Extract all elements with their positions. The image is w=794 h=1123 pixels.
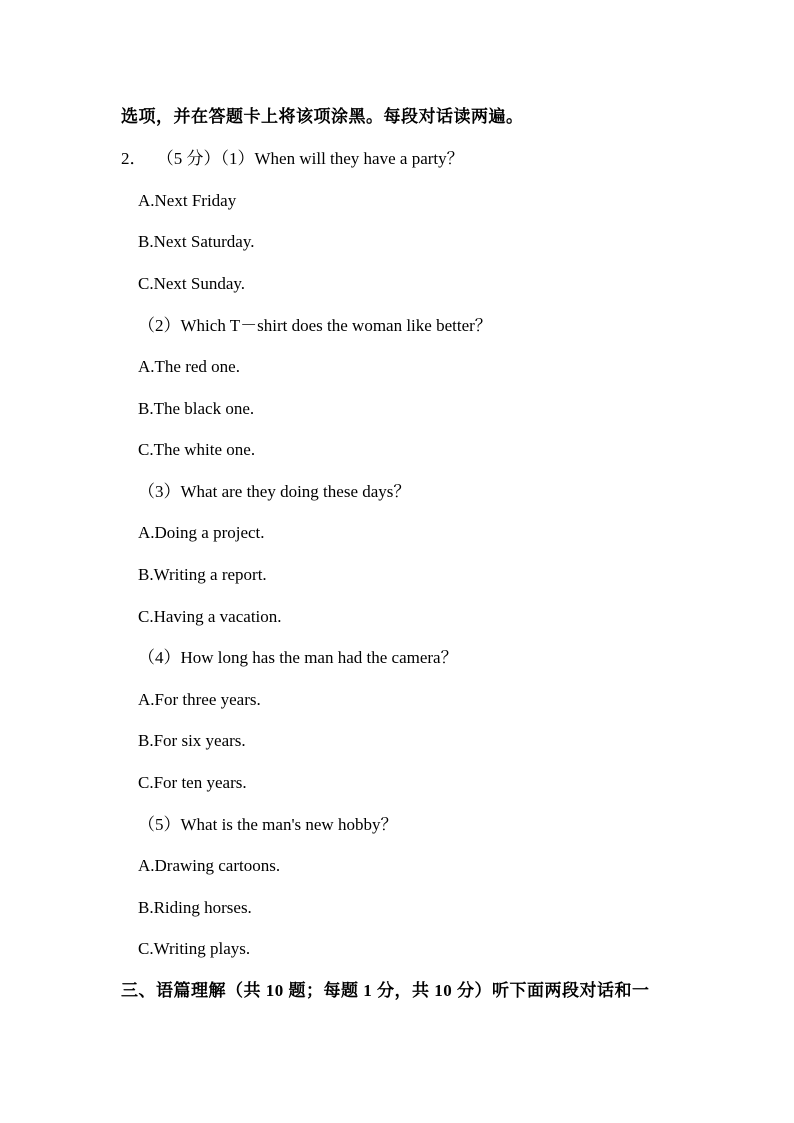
option-1c: C.Next Sunday.	[138, 274, 246, 293]
instruction-continuation: 选项，并在答题卡上将该项涂黑。每段对话读两遍。	[121, 107, 524, 126]
sub-question-2-prompt: （2）Which T－shirt does the woman like better？	[138, 316, 492, 335]
section-3-heading: 三、语篇理解（共 10 题；每题 1 分，共 10 分）听下面两段对话和一	[121, 981, 650, 1000]
option-2a: A.The red one.	[138, 357, 240, 376]
option-4a: A.For three years.	[138, 690, 261, 709]
option-2b: B.The black one.	[138, 399, 255, 418]
option-3b: B.Writing a report.	[138, 565, 267, 584]
sub-question-4-prompt: （4）How long has the man had the camera？	[138, 648, 458, 667]
option-2c: C.The white one.	[138, 440, 256, 459]
sub-question-1-prompt: （1）When will they have a party？	[220, 149, 464, 168]
option-1b: B.Next Saturday.	[138, 232, 255, 251]
option-3c: C.Having a vacation.	[138, 607, 282, 626]
question-2-header	[121, 149, 464, 169]
option-5b: B.Riding horses.	[138, 898, 252, 917]
option-4b: B.For six years.	[138, 731, 246, 750]
option-1a: A.Next Friday	[138, 191, 237, 210]
option-5a: A.Drawing cartoons.	[138, 856, 281, 875]
sub-question-5-prompt: （5）What is the man's new hobby？	[138, 815, 398, 834]
question-score: （5 分）	[156, 149, 221, 168]
option-3a: A.Doing a project.	[138, 523, 265, 542]
option-4c: C.For ten years.	[138, 773, 247, 792]
question-number: 2．	[121, 149, 147, 168]
option-5c: C.Writing plays.	[138, 939, 251, 958]
sub-question-3-prompt: （3）What are they doing these days？	[138, 482, 411, 501]
